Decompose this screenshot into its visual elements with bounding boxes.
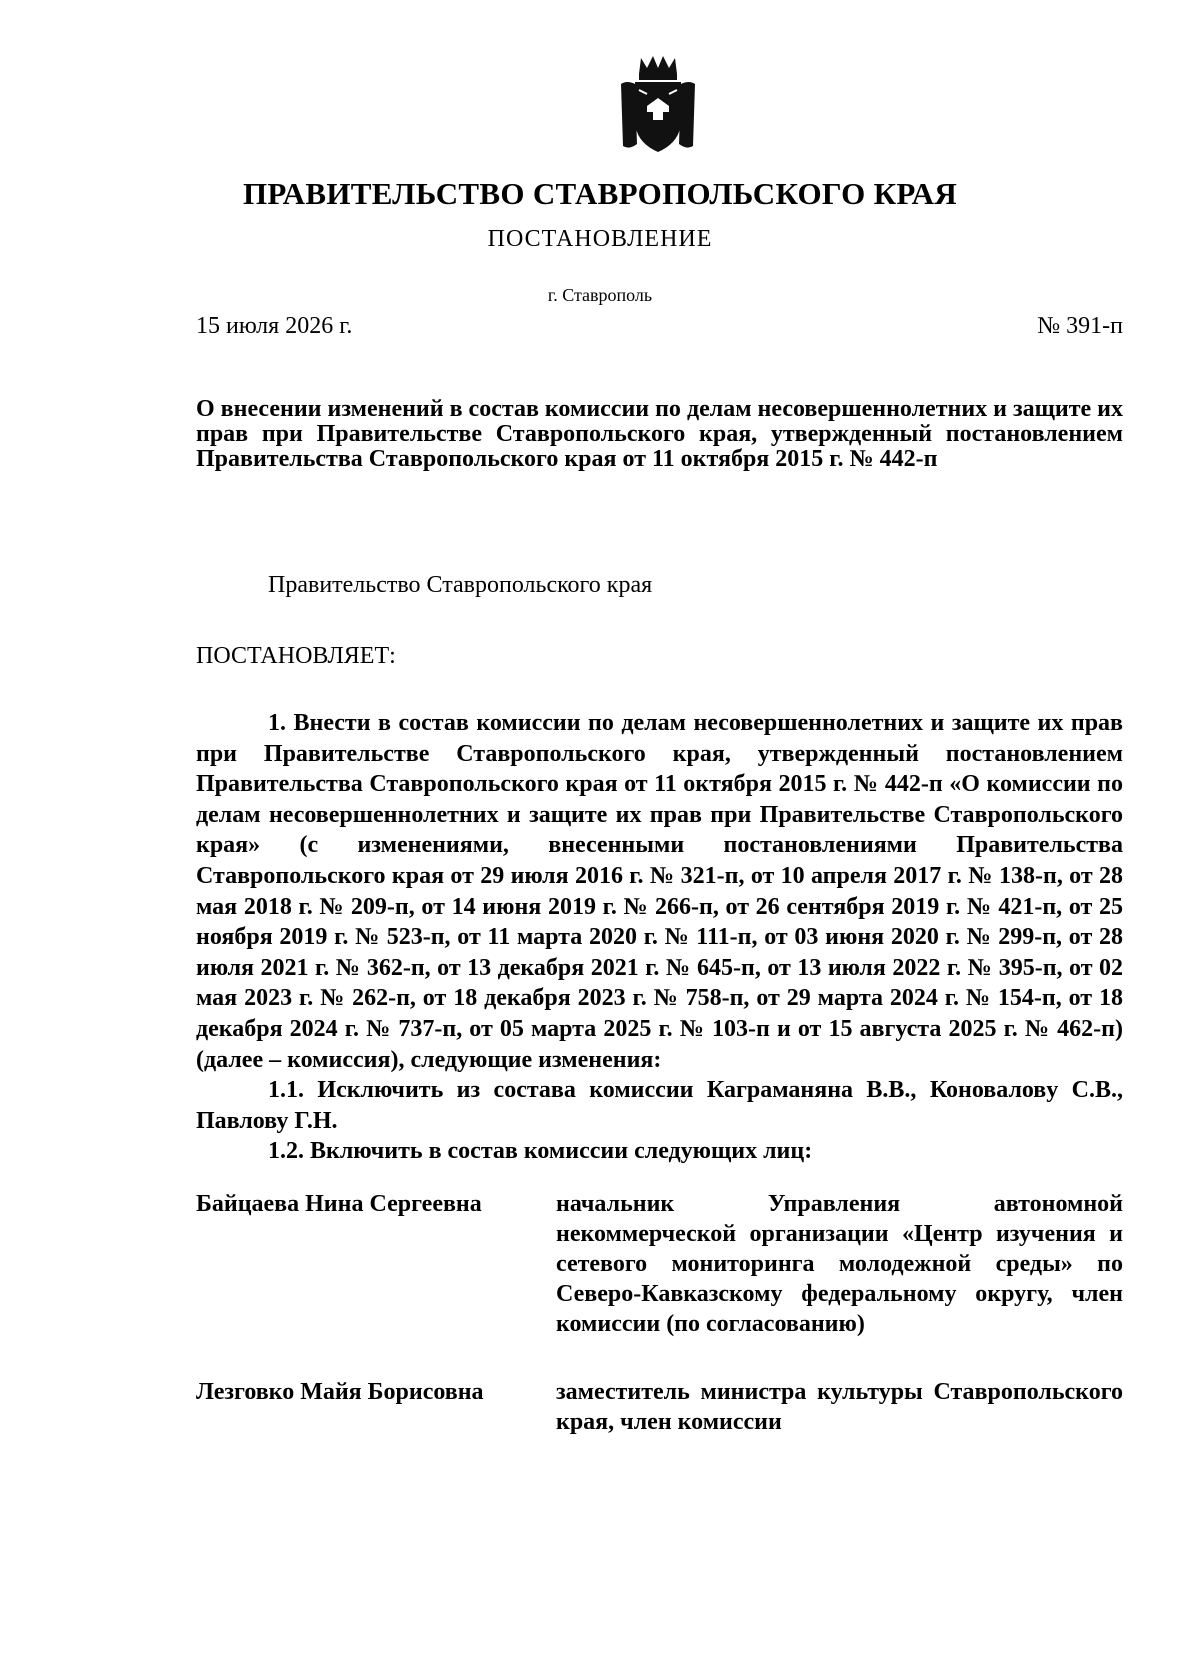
date-number-line <box>196 313 1123 340</box>
paragraph-1-2: 1.2. Включить в состав комиссии следующих лиц: <box>268 1138 813 1165</box>
member-entry <box>196 1189 1123 1339</box>
resolves-heading: ПОСТАНОВЛЯЕТ: <box>196 643 396 669</box>
member-role: начальник Управления автономной некоммерческой организации «Центр изучения и сетевого мониторинга молодежной среды» по Северо-Кавказскому федеральному округу, член комиссии (по согласованию) <box>556 1191 1123 1337</box>
resolution-body <box>196 708 1123 1167</box>
document-number: № 391-п <box>1037 313 1123 339</box>
member-name: Байцаева Нина Сергеевна <box>196 1191 482 1217</box>
paragraph-1-1: 1.1. Исключить из состава комиссии Каграманяна В.В., Коноваловy С.В., Павлову Г.Н. <box>196 1077 1123 1134</box>
organization-title: ПРАВИТЕЛЬСТВО СТАВРОПОЛЬСКОГО КРАЯ <box>242 176 958 211</box>
government-statement: Правительство Ставропольского края <box>268 572 653 598</box>
member-entry <box>196 1377 1123 1437</box>
document-subject: О внесении изменений в состав комиссии по делам несовершеннолетних и защите их прав при Правительстве Ставропольского края, утвержденный постановлением Правительства Ставропольского края от 11 октября 2015 г. № 442-п <box>196 396 1123 472</box>
paragraph-1: 1. Внести в состав комиссии по делам несовершеннолетних и защите их прав при Правительстве Ставропольского края, утвержденный постановлением Правительства Ставропольского края от 11 октября 2015 г. № 442-п «О комиссии по делам несовершеннолетних и защите их прав при Правительстве Ставропольского края» (с изменениями, внесенными постановлениями Правительства Ставропольского края от 29 июля 2016 г. № 321-п, от 10 апреля 2017 г. № 138-п, от 28 мая 2018 г. № 209-п, от 14 июня 2019 г. № 266-п, от 26 сентября 2019 г. № 421-п, от 25 ноября 2019 г. № 523-п, от 11 марта 2020 г. № 111-п, от 03 июня 2020 г. № 299-п, от 28 июля 2021 г. № 362-п, от 13 декабря 2021 г. № 645-п, от 13 июля 2022 г. № 395-п, от 02 мая 2023 г. № 262-п, от 18 декабря 2023 г. № 758-п, от 29 марта 2024 г. № 154-п, от 18 декабря 2024 г. № 737-п, от 05 марта 2025 г. № 103-п и от 15 августа 2025 г. № 462-п) (далее – комиссия), следующие изменения: <box>196 710 1123 1073</box>
document-type: ПОСТАНОВЛЕНИЕ <box>487 226 713 252</box>
member-role: заместитель министра культуры Ставропольского края, член комиссии <box>556 1379 1123 1435</box>
city: г. Ставрополь <box>547 285 653 305</box>
coat-of-arms-emblem <box>617 54 699 156</box>
document-date: 15 июля 2026 г. <box>196 313 353 339</box>
member-name: Лезговко Майя Борисовна <box>196 1379 484 1405</box>
